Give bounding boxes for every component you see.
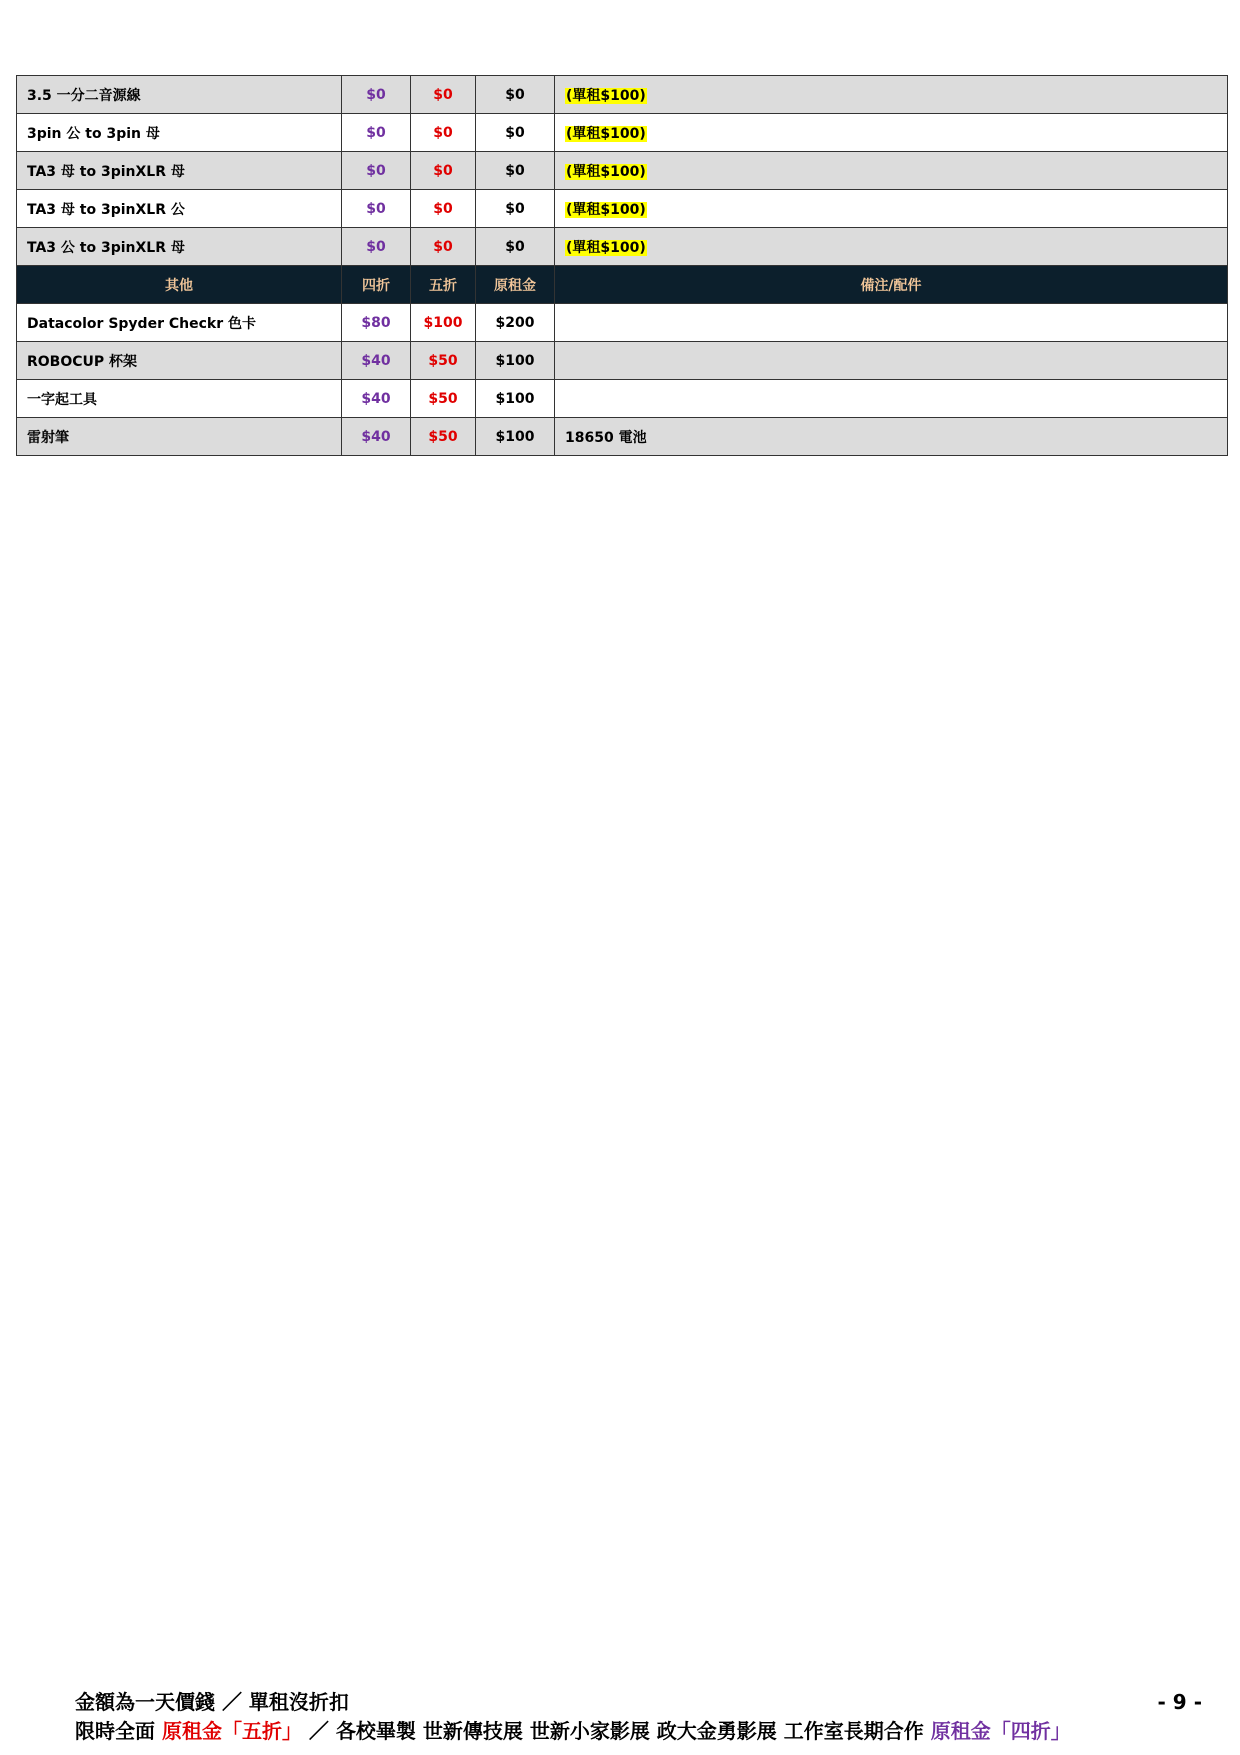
price-50-percent: $0	[411, 228, 476, 266]
partner-list: ／ 各校畢製 世新傳技展 世新小家影展 政大金勇影展 工作室長期合作	[301, 1719, 931, 1743]
price-40-percent: $40	[342, 418, 411, 456]
price-50-percent: $50	[411, 380, 476, 418]
forty-percent-promo: 原租金「四折」	[930, 1719, 1071, 1743]
item-note	[555, 114, 1228, 152]
header-original: 原租金	[476, 266, 555, 304]
table-row	[17, 304, 1228, 342]
price-40-percent: $0	[342, 114, 411, 152]
header-50-percent: 五折	[411, 266, 476, 304]
price-50-percent: $0	[411, 76, 476, 114]
item-name: ROBOCUP 杯架	[17, 342, 342, 380]
price-original: $100	[476, 342, 555, 380]
single-rent-note: (單租$100)	[566, 87, 646, 104]
price-40-percent: $0	[342, 152, 411, 190]
item-name: TA3 公 to 3pinXLR 母	[17, 228, 342, 266]
price-40-percent: $40	[342, 342, 411, 380]
single-rent-note: (單租$100)	[566, 239, 646, 256]
section-header-row	[17, 266, 1228, 304]
page-number: - 9 -	[1157, 1690, 1202, 1714]
rental-price-table	[16, 75, 1228, 456]
item-note	[555, 380, 1228, 418]
table-row	[17, 76, 1228, 114]
price-original: $0	[476, 114, 555, 152]
half-price-promo: 原租金「五折」	[161, 1719, 302, 1743]
table-row	[17, 190, 1228, 228]
price-50-percent: $100	[411, 304, 476, 342]
header-note: 備注/配件	[555, 266, 1228, 304]
item-note	[555, 304, 1228, 342]
item-name: TA3 母 to 3pinXLR 公	[17, 190, 342, 228]
single-rent-note: (單租$100)	[566, 201, 646, 218]
table-row	[17, 114, 1228, 152]
table-row	[17, 152, 1228, 190]
item-name: Datacolor Spyder Checkr 色卡	[17, 304, 342, 342]
price-original: $0	[476, 228, 555, 266]
item-note	[555, 152, 1228, 190]
price-50-percent: $0	[411, 114, 476, 152]
single-rent-note: (單租$100)	[566, 125, 646, 142]
item-name: 3pin 公 to 3pin 母	[17, 114, 342, 152]
footnote-line-2	[75, 1717, 1071, 1746]
item-note	[555, 342, 1228, 380]
price-40-percent: $40	[342, 380, 411, 418]
table-row	[17, 228, 1228, 266]
item-note: 18650 電池	[555, 418, 1228, 456]
header-category: 其他	[17, 266, 342, 304]
item-note	[555, 228, 1228, 266]
header-40-percent: 四折	[342, 266, 411, 304]
price-original: $100	[476, 380, 555, 418]
pricing-footnote	[75, 1688, 1071, 1746]
footnote-line-2-intro: 限時全面	[75, 1719, 162, 1743]
footnote-line-1: 金額為一天價錢 ／ 單租沒折扣	[75, 1690, 349, 1714]
price-original: $0	[476, 190, 555, 228]
price-original: $100	[476, 418, 555, 456]
single-rent-note: (單租$100)	[566, 163, 646, 180]
item-note	[555, 190, 1228, 228]
item-note	[555, 76, 1228, 114]
price-original: $200	[476, 304, 555, 342]
item-name: 3.5 一分二音源線	[17, 76, 342, 114]
price-40-percent: $0	[342, 190, 411, 228]
price-40-percent: $0	[342, 228, 411, 266]
table-row	[17, 380, 1228, 418]
price-40-percent: $0	[342, 76, 411, 114]
table-row	[17, 418, 1228, 456]
price-original: $0	[476, 152, 555, 190]
price-original: $0	[476, 76, 555, 114]
price-50-percent: $0	[411, 190, 476, 228]
item-name: 一字起工具	[17, 380, 342, 418]
item-name: TA3 母 to 3pinXLR 母	[17, 152, 342, 190]
table-row	[17, 342, 1228, 380]
price-50-percent: $50	[411, 342, 476, 380]
price-50-percent: $50	[411, 418, 476, 456]
price-40-percent: $80	[342, 304, 411, 342]
price-50-percent: $0	[411, 152, 476, 190]
item-name: 雷射筆	[17, 418, 342, 456]
